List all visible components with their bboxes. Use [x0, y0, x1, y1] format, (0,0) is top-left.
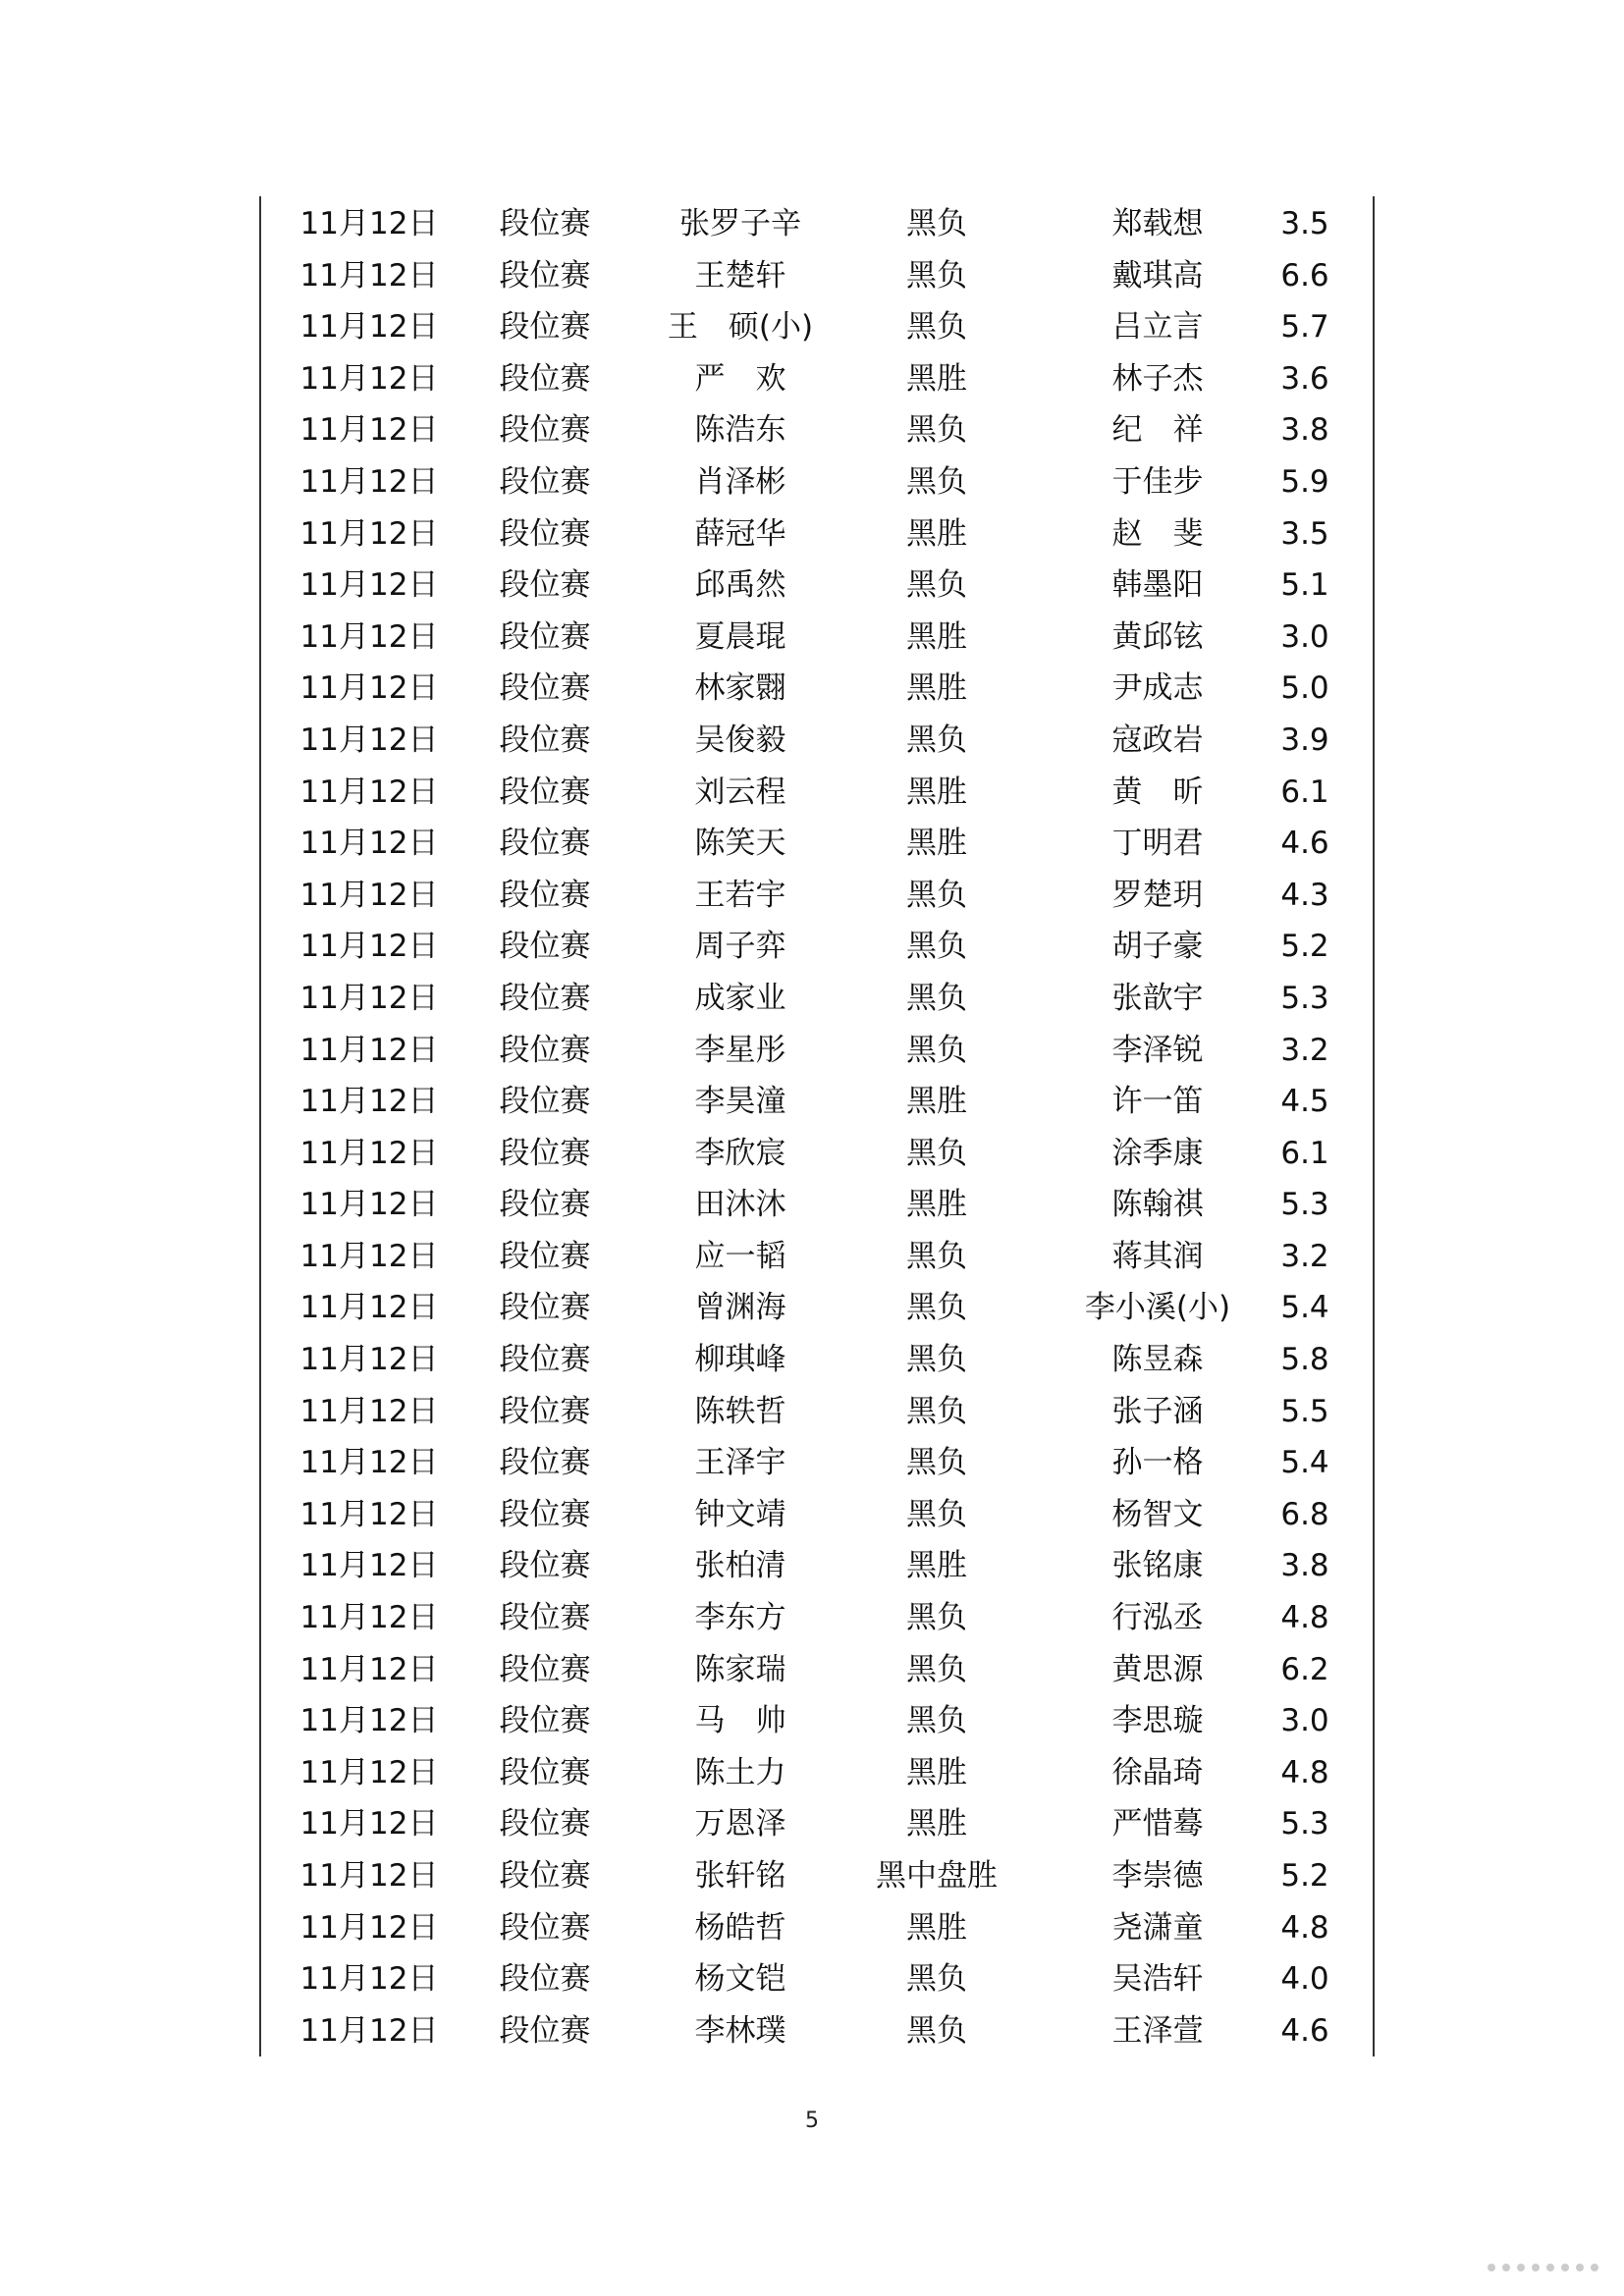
white-player-cell: 涂季康 — [1111, 1135, 1204, 1171]
black-player-cell: 李星彤 — [694, 1032, 786, 1068]
black-player-cell: 吴俊毅 — [694, 721, 786, 758]
result-cell: 黑负 — [906, 1961, 967, 1998]
score-cell: 5.3 — [1280, 980, 1329, 1016]
table-row — [259, 353, 1375, 405]
black-player-cell: 刘云程 — [694, 774, 786, 810]
table-row — [259, 973, 1375, 1025]
white-player-cell: 韩墨阳 — [1111, 567, 1204, 604]
white-player-cell: 陈昱森 — [1111, 1342, 1204, 1378]
date-cell: 11月12日 — [299, 515, 439, 552]
score-cell: 3.2 — [1280, 1238, 1329, 1274]
table-row — [259, 560, 1375, 612]
result-cell: 黑胜 — [906, 670, 967, 707]
white-player-cell: 郑载想 — [1111, 206, 1204, 241]
score-cell: 5.3 — [1280, 1806, 1329, 1842]
event-cell: 段位赛 — [499, 1703, 591, 1739]
score-cell: 4.8 — [1280, 1909, 1329, 1946]
score-cell: 3.8 — [1280, 412, 1329, 449]
table-row — [259, 198, 1375, 250]
black-player-cell: 李欣宸 — [694, 1135, 786, 1171]
white-player-cell: 黄 昕 — [1111, 774, 1204, 810]
table-row — [259, 508, 1375, 561]
score-cell: 4.3 — [1280, 877, 1329, 913]
result-cell: 黑胜 — [906, 1084, 967, 1120]
date-cell: 11月12日 — [299, 1032, 439, 1068]
black-player-cell: 张罗子辛 — [679, 206, 801, 241]
black-player-cell: 严 欢 — [694, 360, 786, 397]
white-player-cell: 行泓丞 — [1111, 1600, 1204, 1636]
date-cell: 11月12日 — [299, 1806, 439, 1842]
table-row — [259, 1489, 1375, 1541]
event-cell: 段位赛 — [499, 412, 591, 449]
event-cell: 段位赛 — [499, 877, 591, 913]
date-cell: 11月12日 — [299, 877, 439, 913]
result-cell: 黑胜 — [906, 1187, 967, 1223]
date-cell: 11月12日 — [299, 1342, 439, 1378]
event-cell: 段位赛 — [499, 1858, 591, 1894]
score-cell: 4.5 — [1280, 1084, 1329, 1120]
event-cell: 段位赛 — [499, 1548, 591, 1584]
black-player-cell: 陈浩东 — [694, 412, 786, 449]
score-cell: 4.8 — [1280, 1600, 1329, 1636]
result-cell: 黑胜 — [906, 1909, 967, 1946]
table-row — [259, 767, 1375, 819]
table-row — [259, 663, 1375, 715]
date-cell: 11月12日 — [299, 1135, 439, 1171]
date-cell: 11月12日 — [299, 618, 439, 655]
table-row — [259, 715, 1375, 767]
event-cell: 段位赛 — [499, 257, 591, 294]
result-cell: 黑负 — [906, 877, 967, 913]
score-cell: 4.6 — [1280, 826, 1329, 862]
result-cell: 黑负 — [906, 929, 967, 965]
black-player-cell: 张柏清 — [694, 1548, 786, 1584]
date-cell: 11月12日 — [299, 670, 439, 707]
table-row — [259, 1076, 1375, 1128]
white-player-cell: 张子涵 — [1111, 1393, 1204, 1429]
table-row — [259, 1644, 1375, 1696]
white-player-cell: 戴琪高 — [1111, 257, 1204, 294]
white-player-cell: 李泽锐 — [1111, 1032, 1204, 1068]
score-cell: 3.5 — [1280, 206, 1329, 241]
event-cell: 段位赛 — [499, 618, 591, 655]
result-cell: 黑负 — [906, 1445, 967, 1481]
result-cell: 黑胜 — [906, 826, 967, 862]
date-cell: 11月12日 — [299, 1858, 439, 1894]
score-cell: 6.6 — [1280, 257, 1329, 294]
date-cell: 11月12日 — [299, 980, 439, 1016]
white-player-cell: 赵 斐 — [1111, 515, 1204, 552]
table-row — [259, 1747, 1375, 1799]
page-number: 5 — [805, 2109, 819, 2133]
result-cell: 黑负 — [906, 1600, 967, 1636]
white-player-cell: 于佳步 — [1111, 463, 1204, 500]
result-cell: 黑胜 — [906, 774, 967, 810]
white-player-cell: 黄思源 — [1111, 1651, 1204, 1687]
date-cell: 11月12日 — [299, 826, 439, 862]
white-player-cell: 寇政岩 — [1111, 721, 1204, 758]
date-cell: 11月12日 — [299, 1496, 439, 1532]
date-cell: 11月12日 — [299, 1600, 439, 1636]
date-cell: 11月12日 — [299, 721, 439, 758]
event-cell: 段位赛 — [499, 1342, 591, 1378]
score-cell: 5.9 — [1280, 463, 1329, 500]
event-cell: 段位赛 — [499, 360, 591, 397]
white-player-cell: 尧潇童 — [1111, 1909, 1204, 1946]
event-cell: 段位赛 — [499, 721, 591, 758]
black-player-cell: 田沐沐 — [694, 1187, 786, 1223]
black-player-cell: 陈轶哲 — [694, 1393, 786, 1429]
white-player-cell: 孙一格 — [1111, 1445, 1204, 1481]
white-player-cell: 严惜蓦 — [1111, 1806, 1204, 1842]
score-cell: 3.8 — [1280, 1548, 1329, 1584]
black-player-cell: 陈笑天 — [694, 826, 786, 862]
white-player-cell: 丁明君 — [1111, 826, 1204, 862]
table-row — [259, 612, 1375, 664]
date-cell: 11月12日 — [299, 412, 439, 449]
event-cell: 段位赛 — [499, 1600, 591, 1636]
black-player-cell: 柳琪峰 — [694, 1342, 786, 1378]
white-player-cell: 陈翰祺 — [1111, 1187, 1204, 1223]
white-player-cell: 纪 祥 — [1111, 412, 1204, 449]
result-cell: 黑负 — [906, 1290, 967, 1326]
white-player-cell: 张歆宇 — [1111, 980, 1204, 1016]
date-cell: 11月12日 — [299, 1909, 439, 1946]
result-cell: 黑胜 — [906, 1754, 967, 1790]
date-cell: 11月12日 — [299, 257, 439, 294]
black-player-cell: 王若宇 — [694, 877, 786, 913]
score-cell: 4.0 — [1280, 1961, 1329, 1998]
table-row — [259, 1592, 1375, 1644]
result-cell: 黑负 — [906, 1651, 967, 1687]
date-cell: 11月12日 — [299, 929, 439, 965]
black-player-cell: 李东方 — [694, 1600, 786, 1636]
score-cell: 6.1 — [1280, 1135, 1329, 1171]
black-player-cell: 张轩铭 — [694, 1858, 786, 1894]
black-player-cell: 马 帅 — [694, 1703, 786, 1739]
score-cell: 5.7 — [1280, 309, 1329, 346]
table-row — [259, 2005, 1375, 2057]
event-cell: 段位赛 — [499, 1651, 591, 1687]
white-player-cell: 罗楚玥 — [1111, 877, 1204, 913]
event-cell: 段位赛 — [499, 2012, 591, 2049]
white-player-cell: 林子杰 — [1111, 360, 1204, 397]
event-cell: 段位赛 — [499, 670, 591, 707]
watermark-dots-icon — [1487, 2263, 1604, 2272]
event-cell: 段位赛 — [499, 463, 591, 500]
date-cell: 11月12日 — [299, 1651, 439, 1687]
white-player-cell: 吕立言 — [1111, 309, 1204, 346]
black-player-cell: 陈家瑞 — [694, 1651, 786, 1687]
score-cell: 3.5 — [1280, 515, 1329, 552]
result-cell: 黑负 — [906, 1032, 967, 1068]
date-cell: 11月12日 — [299, 206, 439, 241]
result-cell: 黑负 — [906, 257, 967, 294]
score-cell: 6.8 — [1280, 1496, 1329, 1532]
black-player-cell: 夏晨琨 — [694, 618, 786, 655]
black-player-cell: 王楚轩 — [694, 257, 786, 294]
date-cell: 11月12日 — [299, 1238, 439, 1274]
event-cell: 段位赛 — [499, 1806, 591, 1842]
date-cell: 11月12日 — [299, 463, 439, 500]
score-cell: 4.8 — [1280, 1754, 1329, 1790]
table-row — [259, 1902, 1375, 1954]
score-cell: 5.2 — [1280, 1858, 1329, 1894]
score-cell: 5.1 — [1280, 567, 1329, 604]
score-cell: 3.9 — [1280, 721, 1329, 758]
result-cell: 黑负 — [906, 309, 967, 346]
table-row — [259, 1179, 1375, 1231]
black-player-cell: 应一韬 — [694, 1238, 786, 1274]
score-cell: 5.4 — [1280, 1290, 1329, 1326]
result-cell: 黑胜 — [906, 360, 967, 397]
result-cell: 黑负 — [906, 1238, 967, 1274]
white-player-cell: 蒋其润 — [1111, 1238, 1204, 1274]
score-cell: 6.2 — [1280, 1651, 1329, 1687]
event-cell: 段位赛 — [499, 1187, 591, 1223]
event-cell: 段位赛 — [499, 309, 591, 346]
table-row — [259, 1695, 1375, 1747]
event-cell: 段位赛 — [499, 1238, 591, 1274]
table-row — [259, 1437, 1375, 1489]
results-table — [259, 198, 1375, 2056]
result-cell: 黑负 — [906, 1135, 967, 1171]
date-cell: 11月12日 — [299, 774, 439, 810]
black-player-cell: 杨皓哲 — [694, 1909, 786, 1946]
result-cell: 黑负 — [906, 1342, 967, 1378]
black-player-cell: 万恩泽 — [694, 1806, 786, 1842]
score-cell: 5.2 — [1280, 929, 1329, 965]
table-row — [259, 1540, 1375, 1592]
event-cell: 段位赛 — [499, 826, 591, 862]
score-cell: 3.0 — [1280, 1703, 1329, 1739]
event-cell: 段位赛 — [499, 1961, 591, 1998]
table-row — [259, 1953, 1375, 2005]
score-cell: 6.1 — [1280, 774, 1329, 810]
white-player-cell: 胡子豪 — [1111, 929, 1204, 965]
score-cell: 5.5 — [1280, 1393, 1329, 1429]
black-player-cell: 林家翾 — [694, 670, 786, 707]
score-cell: 3.2 — [1280, 1032, 1329, 1068]
result-cell: 黑负 — [906, 980, 967, 1016]
event-cell: 段位赛 — [499, 1032, 591, 1068]
table-row — [259, 1128, 1375, 1180]
black-player-cell: 王泽宇 — [694, 1445, 786, 1481]
event-cell: 段位赛 — [499, 1445, 591, 1481]
result-cell: 黑负 — [906, 2012, 967, 2049]
event-cell: 段位赛 — [499, 929, 591, 965]
event-cell: 段位赛 — [499, 1084, 591, 1120]
result-cell: 黑胜 — [906, 618, 967, 655]
event-cell: 段位赛 — [499, 206, 591, 241]
black-player-cell: 曾渊海 — [694, 1290, 786, 1326]
event-cell: 段位赛 — [499, 1754, 591, 1790]
date-cell: 11月12日 — [299, 1187, 439, 1223]
score-cell: 5.0 — [1280, 670, 1329, 707]
score-cell: 5.8 — [1280, 1342, 1329, 1378]
date-cell: 11月12日 — [299, 1290, 439, 1326]
table-row — [259, 456, 1375, 508]
black-player-cell: 陈土力 — [694, 1754, 786, 1790]
date-cell: 11月12日 — [299, 1445, 439, 1481]
score-cell: 4.6 — [1280, 2012, 1329, 2049]
white-player-cell: 杨智文 — [1111, 1496, 1204, 1532]
table-row — [259, 870, 1375, 922]
date-cell: 11月12日 — [299, 1393, 439, 1429]
black-player-cell: 李林璞 — [694, 2012, 786, 2049]
score-cell: 3.0 — [1280, 618, 1329, 655]
result-cell: 黑胜 — [906, 1548, 967, 1584]
black-player-cell: 王 硕(小) — [667, 309, 814, 346]
result-cell: 黑负 — [906, 1703, 967, 1739]
table-row — [259, 1386, 1375, 1438]
result-cell: 黑胜 — [906, 1806, 967, 1842]
result-cell: 黑负 — [906, 463, 967, 500]
table-row — [259, 1282, 1375, 1334]
table-row — [259, 1798, 1375, 1850]
result-cell: 黑中盘胜 — [876, 1858, 998, 1894]
black-player-cell: 李昊潼 — [694, 1084, 786, 1120]
white-player-cell: 李小溪(小) — [1084, 1290, 1231, 1326]
white-player-cell: 李崇德 — [1111, 1858, 1204, 1894]
event-cell: 段位赛 — [499, 1135, 591, 1171]
table-row — [259, 1334, 1375, 1386]
result-cell: 黑负 — [906, 567, 967, 604]
white-player-cell: 李思璇 — [1111, 1703, 1204, 1739]
date-cell: 11月12日 — [299, 2012, 439, 2049]
table-row — [259, 404, 1375, 456]
score-cell: 5.4 — [1280, 1445, 1329, 1481]
date-cell: 11月12日 — [299, 567, 439, 604]
result-cell: 黑负 — [906, 1496, 967, 1532]
white-player-cell: 吴浩轩 — [1111, 1961, 1204, 1998]
black-player-cell: 成家业 — [694, 980, 786, 1016]
black-player-cell: 钟文靖 — [694, 1496, 786, 1532]
table-row — [259, 250, 1375, 302]
event-cell: 段位赛 — [499, 1496, 591, 1532]
result-cell: 黑胜 — [906, 515, 967, 552]
event-cell: 段位赛 — [499, 515, 591, 552]
white-player-cell: 徐晶琦 — [1111, 1754, 1204, 1790]
result-cell: 黑负 — [906, 206, 967, 241]
result-cell: 黑负 — [906, 1393, 967, 1429]
white-player-cell: 黄邱铉 — [1111, 618, 1204, 655]
score-cell: 5.3 — [1280, 1187, 1329, 1223]
white-player-cell: 张铭康 — [1111, 1548, 1204, 1584]
table-row — [259, 1231, 1375, 1283]
date-cell: 11月12日 — [299, 1548, 439, 1584]
date-cell: 11月12日 — [299, 360, 439, 397]
event-cell: 段位赛 — [499, 1909, 591, 1946]
event-cell: 段位赛 — [499, 1290, 591, 1326]
result-cell: 黑负 — [906, 412, 967, 449]
white-player-cell: 许一笛 — [1111, 1084, 1204, 1120]
black-player-cell: 周子弈 — [694, 929, 786, 965]
score-cell: 3.6 — [1280, 360, 1329, 397]
date-cell: 11月12日 — [299, 1961, 439, 1998]
table-row — [259, 921, 1375, 973]
date-cell: 11月12日 — [299, 1703, 439, 1739]
table-row — [259, 1025, 1375, 1077]
date-cell: 11月12日 — [299, 1084, 439, 1120]
event-cell: 段位赛 — [499, 774, 591, 810]
black-player-cell: 薛冠华 — [694, 515, 786, 552]
black-player-cell: 邱禹然 — [694, 567, 786, 604]
black-player-cell: 肖泽彬 — [694, 463, 786, 500]
table-row — [259, 301, 1375, 353]
event-cell: 段位赛 — [499, 1393, 591, 1429]
table-row — [259, 818, 1375, 870]
result-cell: 黑负 — [906, 721, 967, 758]
black-player-cell: 杨文铠 — [694, 1961, 786, 1998]
event-cell: 段位赛 — [499, 567, 591, 604]
table-row — [259, 1850, 1375, 1902]
date-cell: 11月12日 — [299, 309, 439, 346]
white-player-cell: 王泽萱 — [1111, 2012, 1204, 2049]
white-player-cell: 尹成志 — [1111, 670, 1204, 707]
date-cell: 11月12日 — [299, 1754, 439, 1790]
event-cell: 段位赛 — [499, 980, 591, 1016]
